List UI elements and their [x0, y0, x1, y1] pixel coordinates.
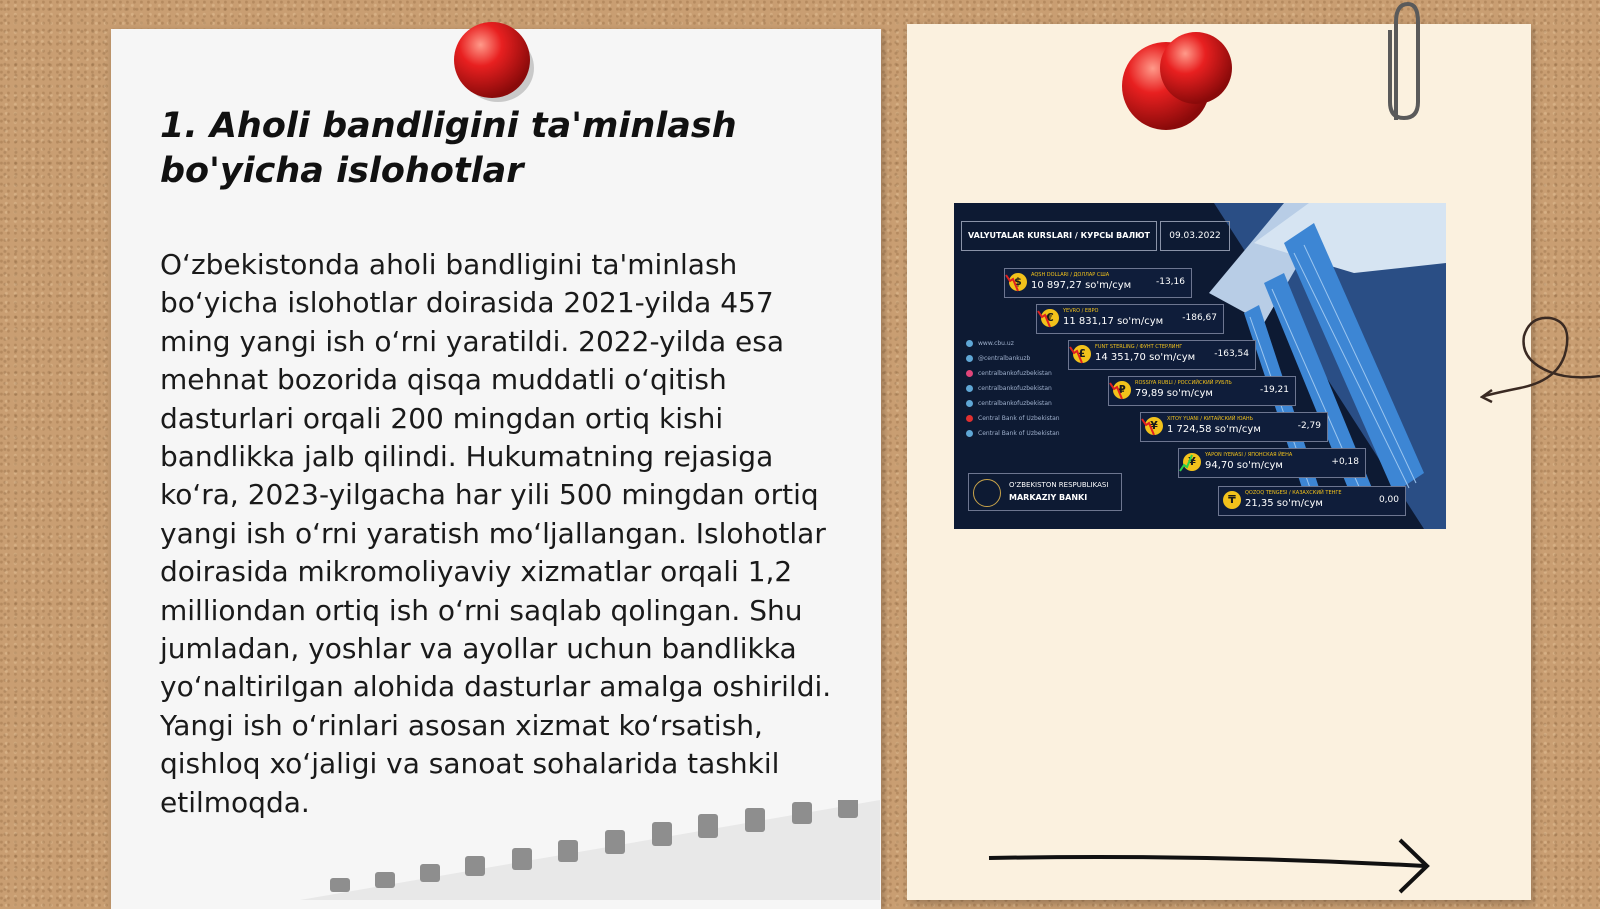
social-link: Central Bank of Uzbekistan: [966, 430, 1060, 445]
slide-title: 1. Aholi bandligini ta'minlash bo'yicha islohotlar: [160, 106, 737, 191]
rates-date: 09.03.2022: [1160, 221, 1230, 251]
rate-row-eur: € YEVRO / ЕВРО 11 831,17 so'm/сум -186,67: [1036, 304, 1224, 334]
yuan-coin-icon: ¥: [1145, 417, 1163, 435]
trend-up-icon: [1179, 453, 1193, 473]
facebook-icon: [966, 385, 973, 392]
social-link: centralbankofuzbekistan: [966, 400, 1060, 415]
instagram-icon: [966, 370, 973, 377]
rate-row-gbp: £ FUNT STERLING / ФУНТ СТЕРЛИНГ 14 351,70 so'm/сум -163,54: [1068, 340, 1256, 370]
rates-heading: VALYUTALAR KURSLARI / КУРСЫ ВАЛЮТ: [961, 221, 1157, 251]
social-links-list: [966, 340, 1060, 445]
trend-down-icon: [1037, 309, 1051, 329]
social-link: Central Bank of Uzbekistan: [966, 415, 1060, 430]
red-pushpin-icon: [452, 20, 536, 104]
telegram-icon: [966, 355, 973, 362]
web-icon: [966, 340, 973, 347]
social-link: @centralbankuzb: [966, 355, 1060, 370]
currency-rates-photo: [954, 203, 1446, 529]
paperclip-icon: [1372, 0, 1420, 124]
slide-body-text: O‘zbekistonda aholi bandligini ta'minlash bo‘yicha islohotlar doirasida 2021-yilda 457 ming yangi ish o‘rni yaratildi. 2022-yilda esa mehnat bozorida qisqa muddatli o‘qitish dasturlari orqali 200 mingdan ortiq kishi bandlikka jalb qilindi. Hukumatning rejasiga ko‘ra, 2023-yilgacha har yili 500 mingdan ortiq yangi ish o‘rni yaratish mo‘ljallangan. Islohotlar doirasida mikromoliyaviy xizmatlar orqali 1,2 milliondan ortiq ish o‘rni saqlab qolingan. Shu jumladan, yoshlar va ayollar uchun bandlikka yo‘naltirilgan alohida dasturlar amalga oshirildi. Yangi ish o‘rinlari asosan xizmat ko‘rsatish, qishloq xo‘jaligi va sanoat sohalarida tashkil etilmoqda.: [160, 248, 832, 819]
youtube-icon: [966, 415, 973, 422]
twitter-icon: [966, 400, 973, 407]
rate-row-cny: ¥ XITOY YUANI / КИТАЙСКИЙ ЮАНЬ 1 724,58 so'm/сум -2,79: [1140, 412, 1328, 442]
central-bank-logo-icon: [973, 479, 1001, 507]
rate-row-rub: ₽ ROSSIYA RUBLI / РОССИЙСКИЙ РУБЛЬ 79,89 so'm/сум -19,21: [1108, 376, 1296, 406]
yen-coin-icon: ¥: [1183, 453, 1201, 471]
social-link: www.cbu.uz: [966, 340, 1060, 355]
right-arrow-icon: [985, 836, 1445, 896]
social-link: centralbankofuzbekistan: [966, 370, 1060, 385]
dollar-coin-icon: $: [1009, 273, 1027, 291]
trend-down-icon: [1005, 273, 1019, 293]
trend-down-icon: [1109, 381, 1123, 401]
euro-coin-icon: €: [1041, 309, 1059, 327]
curly-arrow-icon: [1480, 310, 1600, 410]
ruble-coin-icon: ₽: [1113, 381, 1131, 399]
pound-coin-icon: £: [1073, 345, 1091, 363]
rate-row-usd: $ AQSH DOLLARI / ДОЛЛАР США 10 897,27 so'm/сум -13,16: [1004, 268, 1192, 298]
linkedin-icon: [966, 430, 973, 437]
tenge-coin-icon: ₸: [1223, 491, 1241, 509]
social-link: centralbankofuzbekistan: [966, 385, 1060, 400]
rate-row-kzt: ₸ QOZOQ TENGESI / КАЗАХСКИЙ ТЕНГЕ 21,35 so'm/сум 0,00: [1218, 486, 1406, 516]
trend-down-icon: [1069, 345, 1083, 365]
trend-down-icon: [1141, 417, 1155, 437]
red-pushpin-cluster-icon: [1120, 30, 1236, 134]
rate-row-jpy: ¥ YAPON IYENASI / ЯПОНСКАЯ ЙЕНА 94,70 so'm/сум +0,18: [1178, 448, 1366, 478]
central-bank-badge: O'ZBEKISTON RESPUBLIKASI MARKAZIY BANKI: [968, 473, 1122, 511]
